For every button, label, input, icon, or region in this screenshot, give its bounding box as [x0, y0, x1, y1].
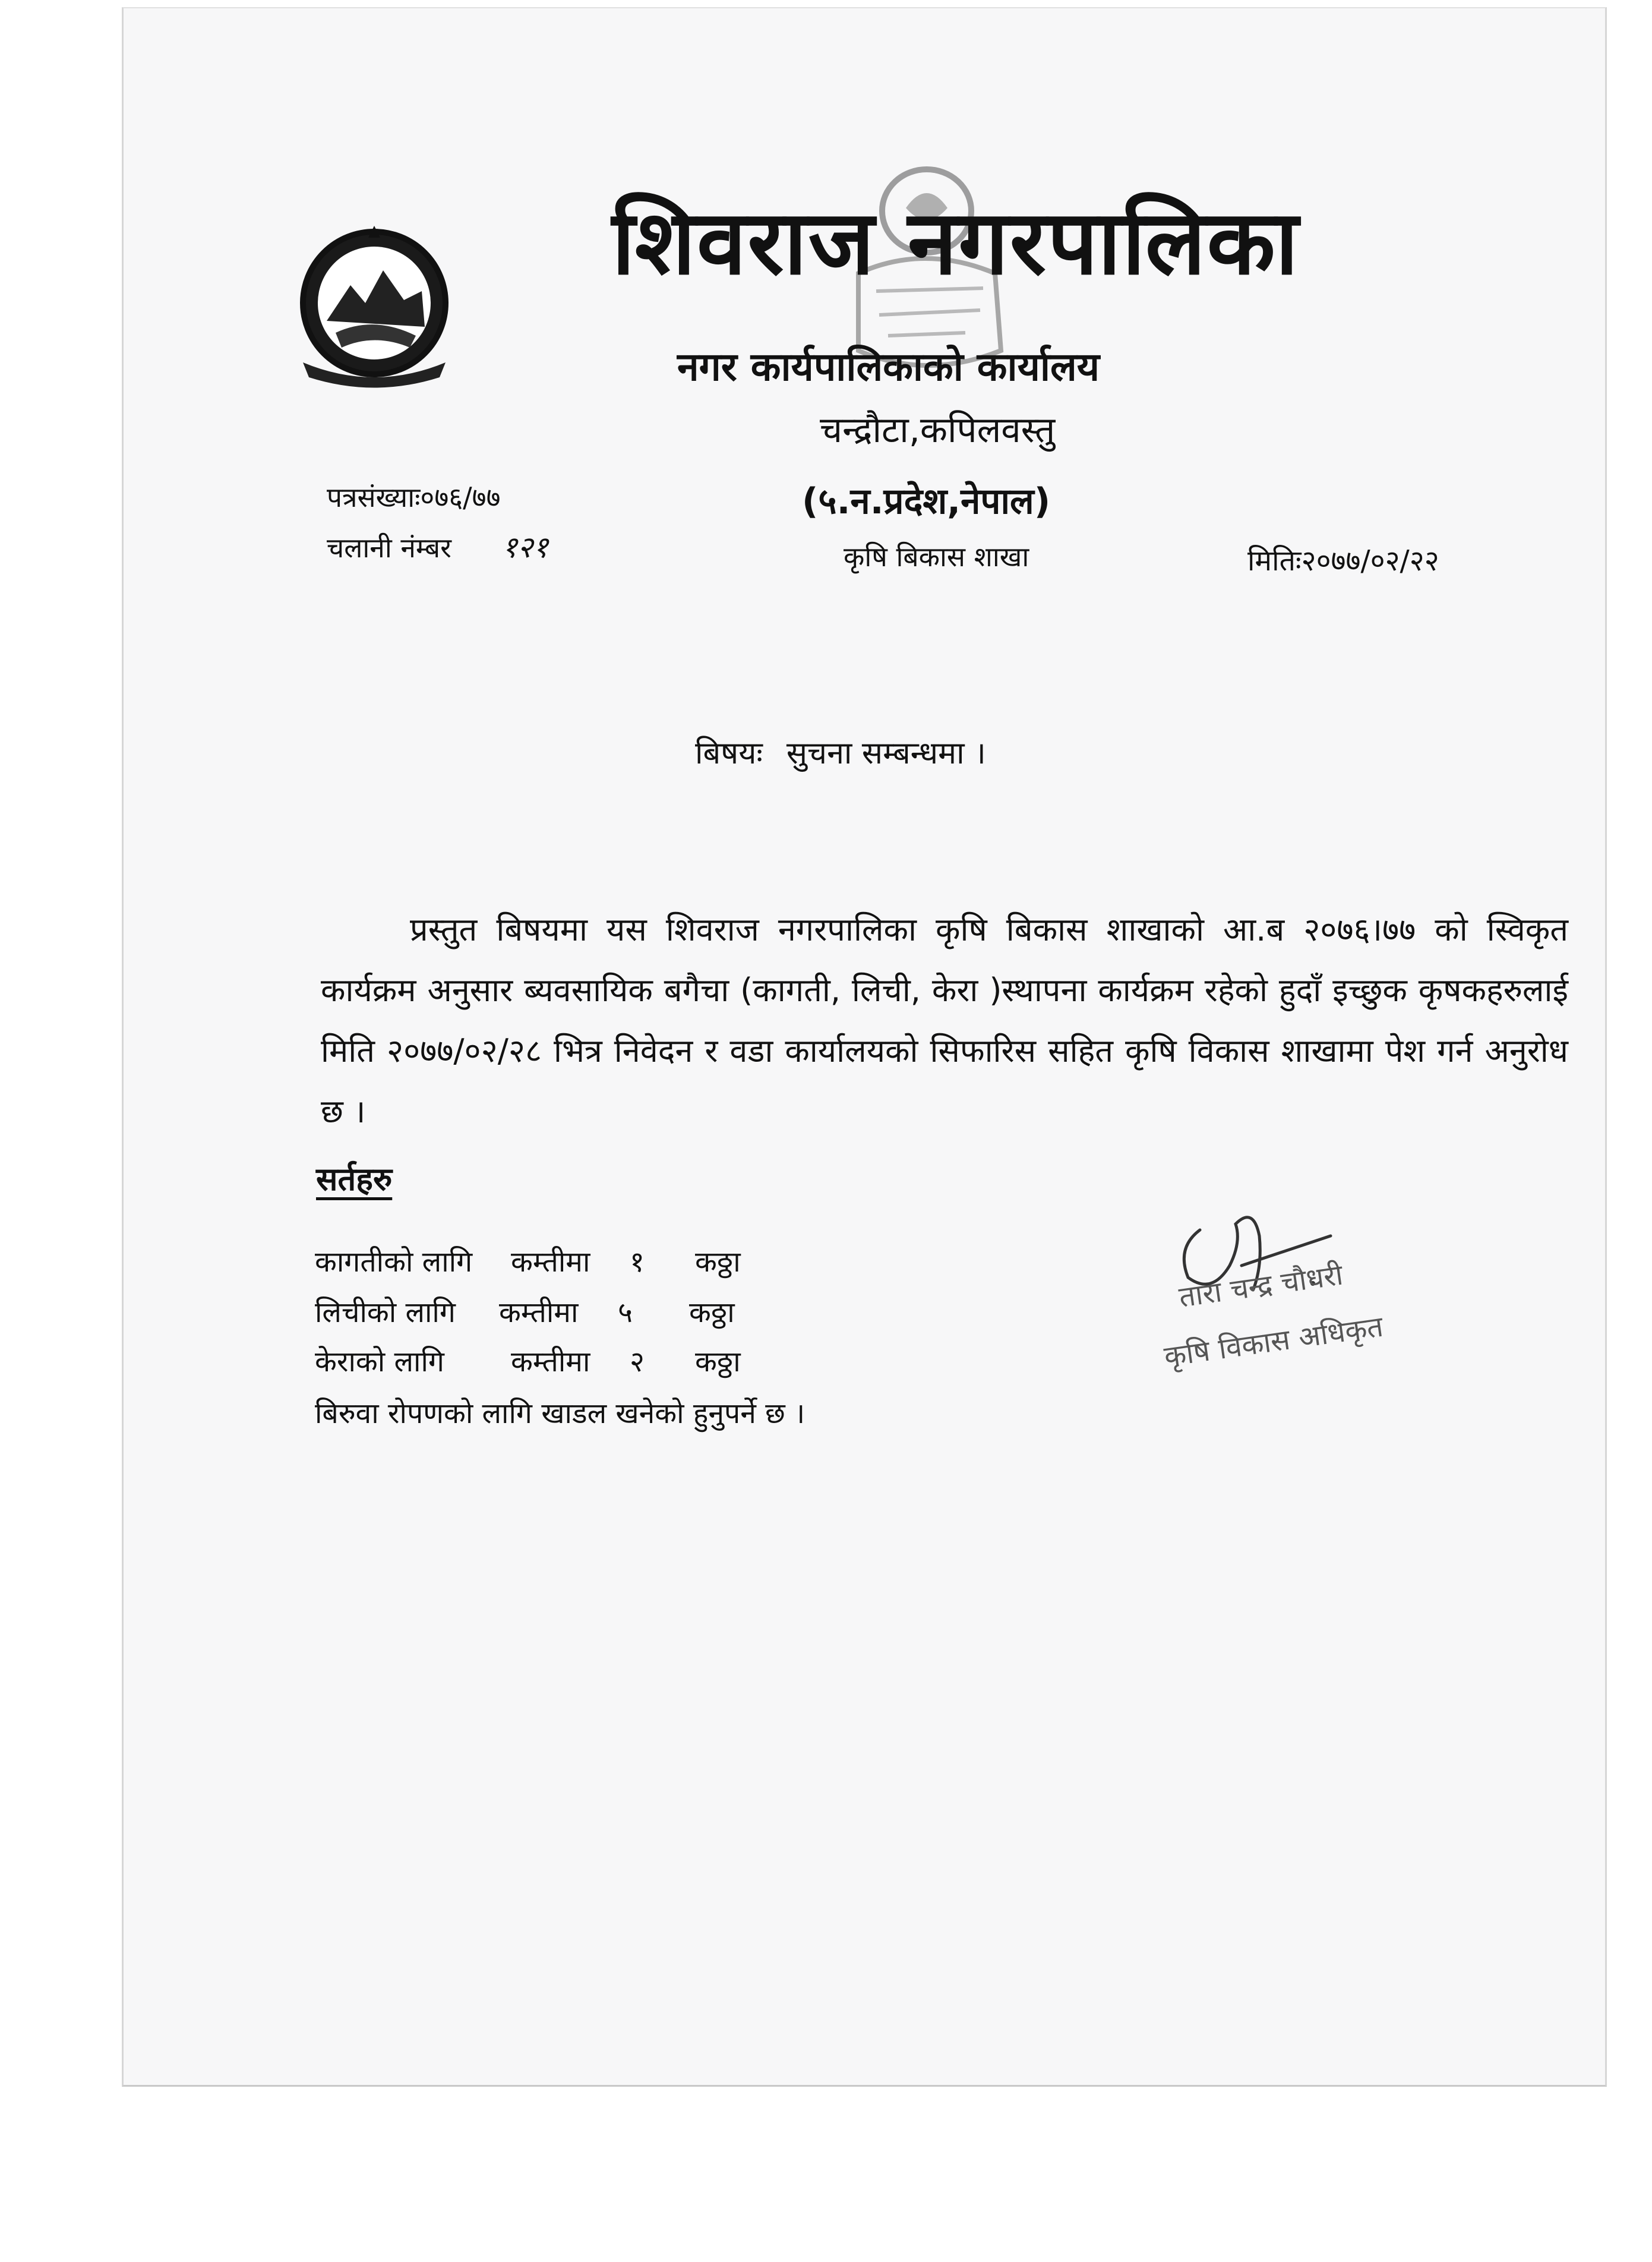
letter-date: मितिः२०७७/०२/२२ [1247, 544, 1439, 578]
province-line: (५.न.प्रदेश,नेपाल) [802, 481, 1051, 522]
condition-quantity: २ [630, 1345, 645, 1378]
signatory-title: कृषि विकास अधिकृत [1162, 1310, 1385, 1374]
condition-minimum: कम्तीमा [499, 1296, 579, 1329]
condition-crop: केराको लागि [315, 1345, 444, 1378]
signatory-name: तारा चन्द्र चौधरी [1177, 1258, 1345, 1314]
body-paragraph: प्रस्तुत बिषयमा यस शिवराज नगरपालिका कृषि बिकास शाखाको आ.ब २०७६।७७ को स्विकृत कार्यक्रम अनुसार ब्यवसायिक बगैचा (कागती, लिची, केरा )स्थापना कार्यक्रम रहेको हुदाँ इच्छुक कृषकहरुलाई मिति २०७७/०२/२८ भित्र निवेदन र वडा कार्यालयको सिफारिस सहित कृषि विकास शाखामा पेश गर्न अनुरोध छ । [321, 911, 1568, 1130]
condition-note: बिरुवा रोपणको लागि खाडल खनेको हुनुपर्ने छ । [315, 1397, 806, 1430]
condition-quantity: १ [630, 1245, 645, 1279]
dispatch-number-label: चलानी नंम्बर [327, 532, 451, 564]
municipality-title: शिवराज नगरपालिका [612, 191, 1300, 295]
office-name: नगर कार्यपालिकाको कार्यालय [677, 344, 1100, 390]
condition-unit: कठ्ठा [695, 1245, 741, 1279]
condition-unit: कठ्ठा [689, 1296, 735, 1329]
dispatch-number-value: १२१ [502, 530, 548, 564]
reference-number: पत्रसंख्याः०७६/७७ [327, 481, 501, 513]
subject-text: सुचना सम्बन्धमा । [786, 736, 986, 771]
subject-label: बिषयः [695, 736, 763, 771]
condition-minimum: कम्तीमा [511, 1345, 590, 1378]
condition-crop: लिचीको लागि [315, 1296, 456, 1329]
office-address: चन्द्रौटा,कपिलवस्तु [820, 409, 1056, 451]
conditions-heading: सर्तहरु [316, 1160, 393, 1198]
condition-minimum: कम्तीमा [511, 1245, 590, 1279]
condition-crop: कागतीको लागि [315, 1245, 473, 1279]
subject-line [695, 731, 986, 773]
government-emblem-icon [285, 214, 463, 392]
section-name: कृषि बिकास शाखा [844, 541, 1029, 573]
condition-unit: कठ्ठा [695, 1345, 741, 1378]
condition-quantity: ५ [618, 1296, 633, 1329]
